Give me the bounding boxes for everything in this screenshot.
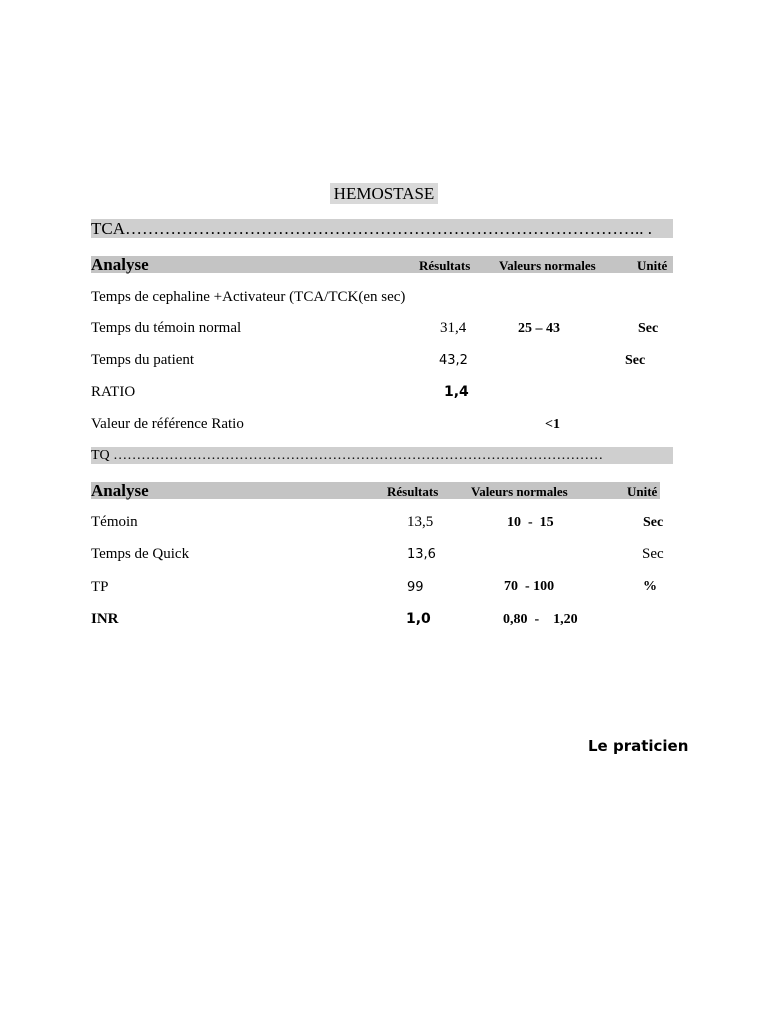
tca-row-result: 1,4 <box>444 384 469 400</box>
tca-row-unit: Sec <box>638 321 659 336</box>
tca-row-label: Temps du patient <box>91 352 195 368</box>
tca-row-result: 31,4 <box>440 320 467 336</box>
tq-row-result: 1,0 <box>406 611 431 627</box>
tq-row-label: Temps de Quick <box>91 546 190 562</box>
tq-header-analyse: Analyse <box>91 481 149 500</box>
signature: Le praticien <box>588 737 689 755</box>
tca-section-label: TCA……………………………………………………………………………….. . <box>91 219 652 238</box>
tca-header-resultats: Résultats <box>419 258 471 273</box>
tq-row-result: 13,6 <box>407 547 436 562</box>
tca-row-label: Valeur de référence Ratio <box>91 416 244 432</box>
tq-section-bar <box>91 447 673 464</box>
tca-row-label: Temps du témoin normal <box>91 320 242 336</box>
tq-row-normal: 10 - 15 <box>507 515 554 530</box>
tq-row-normal: 0,80 - 1,20 <box>503 612 578 627</box>
tq-row-unit: Sec <box>643 515 664 530</box>
tq-section-label: TQ …………………………………………………………………………………………… <box>91 448 604 463</box>
tca-row-normal: <1 <box>545 417 560 432</box>
tq-header-bar <box>91 482 660 499</box>
tca-section-bar <box>91 219 673 238</box>
tq-row-normal: 70 - 100 <box>504 579 555 594</box>
tq-row-label: Témoin <box>91 514 138 530</box>
tq-row-unit: % <box>643 579 657 594</box>
tca-row-result: 43,2 <box>439 353 468 368</box>
tq-row-result: 99 <box>407 580 424 595</box>
tca-intro: Temps de cephaline +Activateur (TCA/TCK(en sec) <box>91 289 406 305</box>
tca-row-label: RATIO <box>91 384 136 400</box>
tca-row-normal: 25 – 43 <box>518 321 560 336</box>
tca-header-analyse: Analyse <box>91 255 149 274</box>
tca-header-valeurs-normales: Valeurs normales <box>499 258 596 273</box>
tq-row-label: TP <box>91 579 109 595</box>
tq-row-result: 13,5 <box>407 514 434 530</box>
tca-header-unite: Unité <box>637 258 668 273</box>
page-title: HEMOSTASE <box>330 183 438 204</box>
tca-row-unit: Sec <box>625 353 646 368</box>
tq-header-unite: Unité <box>627 484 658 499</box>
tq-row-label: INR <box>91 611 119 627</box>
tq-row-unit: Sec <box>642 546 664 562</box>
tq-header-resultats: Résultats <box>387 484 439 499</box>
tq-header-valeurs-normales: Valeurs normales <box>471 484 568 499</box>
